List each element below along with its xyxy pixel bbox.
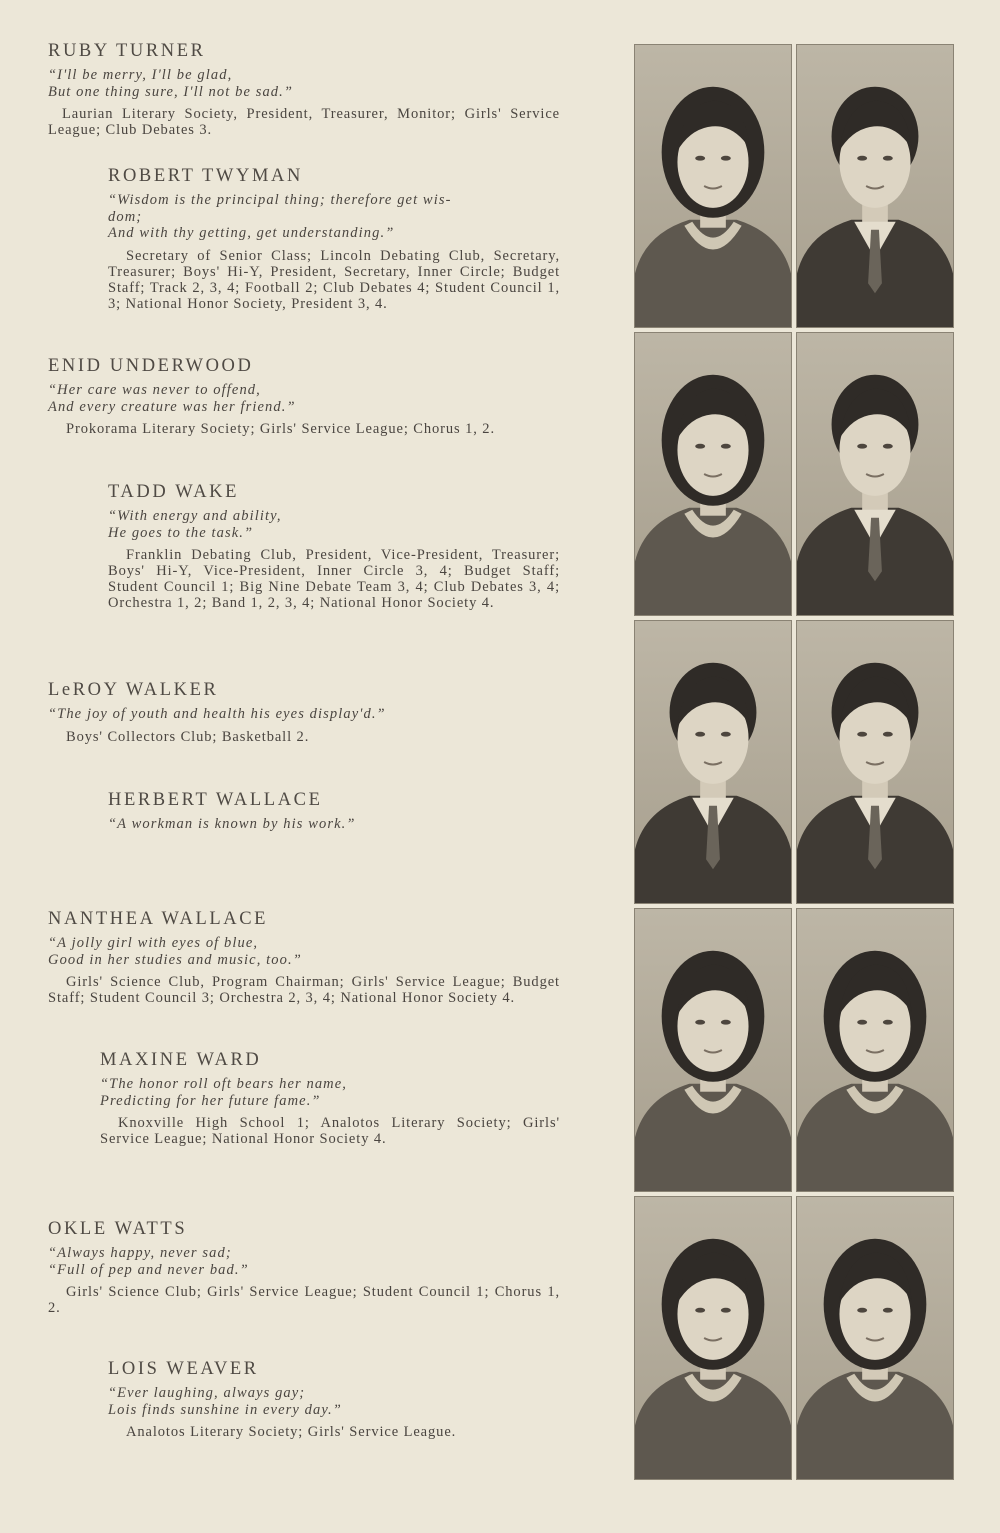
student-quote: “I'll be merry, I'll be glad, But one thing sure, I'll not be sad.”	[48, 67, 294, 100]
entry-herbert-wallace	[108, 789, 560, 833]
student-name: ENID UNDERWOOD	[48, 356, 254, 376]
entry-nanthea-wallace	[48, 908, 560, 1006]
portrait-maxine-ward	[796, 908, 954, 1192]
student-name: TADD WAKE	[108, 482, 240, 502]
student-quote: “The joy of youth and health his eyes display'd.”	[48, 706, 386, 722]
student-quote: “A workman is known by his work.”	[108, 816, 356, 832]
entry-enid-underwood	[48, 355, 560, 437]
student-activities: Knoxville High School 1; Analotos Literary Society; Girls' Service League; National Honor Society 4.	[100, 1115, 560, 1147]
portrait-leroy-walker	[634, 620, 792, 904]
student-name: HERBERT WALLACE	[108, 790, 323, 810]
student-activities: Girls' Science Club; Girls' Service League; Student Council 1; Chorus 1, 2.	[48, 1284, 560, 1316]
portrait-nanthea-wallace	[634, 908, 792, 1192]
student-name: LOIS WEAVER	[108, 1359, 259, 1379]
student-activities: Secretary of Senior Class; Lincoln Debating Club, Secretary, Treasurer; Boys' Hi-Y, President, Secretary, Inner Circle; Budget Staff; Track 2, 3, 4; Football 2; Club Debates 4; Student Council 1, 3; National Honor Society, President 3, 4.	[108, 247, 560, 312]
entry-leroy-walker	[48, 679, 560, 745]
student-quote: “Ever laughing, always gay; Lois finds sunshine in every day.”	[108, 1385, 342, 1418]
portrait-herbert-wallace	[796, 620, 954, 904]
entry-maxine-ward	[100, 1049, 560, 1147]
student-activities: Analotos Literary Society; Girls' Service League.	[126, 1424, 457, 1440]
student-quote: “Wisdom is the principal thing; therefore get wis- dom; And with thy getting, get understanding.”	[108, 192, 452, 241]
student-quote: “A jolly girl with eyes of blue, Good in her studies and music, too.”	[48, 935, 302, 968]
portrait-icon	[797, 45, 953, 327]
student-name: ROBERT TWYMAN	[108, 166, 303, 186]
student-activities: Franklin Debating Club, President, Vice-President, Treasurer; Boys' Hi-Y, Vice-President, Inner Circle 3, 4; Budget Staff; Student Council 1; Big Nine Debate Team 3, 4; Club Debates 3, 4; Orchestra 1, 2; Band 1, 2, 3, 4; National Honor Society 4.	[108, 547, 560, 611]
portrait-icon	[635, 621, 791, 903]
portrait-icon	[635, 1197, 791, 1479]
portrait-ruby-turner	[634, 44, 792, 328]
student-name: OKLE WATTS	[48, 1219, 188, 1239]
portrait-lois-weaver	[796, 1196, 954, 1480]
portrait-icon	[797, 333, 953, 615]
portrait-grid	[634, 44, 952, 1484]
student-name: LeROY WALKER	[48, 680, 219, 700]
student-name: RUBY TURNER	[48, 41, 206, 61]
student-quote: “Always happy, never sad; “Full of pep and never bad.”	[48, 1245, 249, 1278]
entry-ruby-turner	[48, 40, 560, 138]
student-quote: “With energy and ability, He goes to the task.”	[108, 508, 282, 541]
portrait-enid-underwood	[634, 332, 792, 616]
portrait-icon	[797, 1197, 953, 1479]
student-name: NANTHEA WALLACE	[48, 909, 269, 929]
student-activities: Prokorama Literary Society; Girls' Service League; Chorus 1, 2.	[66, 421, 495, 437]
portrait-robert-twyman	[796, 44, 954, 328]
portrait-okle-watts	[634, 1196, 792, 1480]
portrait-tadd-wake	[796, 332, 954, 616]
entry-lois-weaver	[108, 1358, 560, 1440]
portrait-icon	[635, 45, 791, 327]
entry-okle-watts	[48, 1218, 560, 1316]
student-quote: “Her care was never to offend, And every creature was her friend.”	[48, 382, 296, 415]
student-activities: Girls' Science Club, Program Chairman; Girls' Service League; Budget Staff; Student Council 3; Orchestra 2, 3, 4; National Honor Society 4.	[48, 974, 560, 1006]
student-name: MAXINE WARD	[100, 1050, 262, 1070]
student-quote: “The honor roll oft bears her name, Predicting for her future fame.”	[100, 1076, 348, 1109]
student-activities: Laurian Literary Society, President, Treasurer, Monitor; Girls' Service League; Club Debates 3.	[48, 106, 560, 138]
portrait-icon	[797, 909, 953, 1191]
entry-tadd-wake	[108, 481, 560, 611]
entry-robert-twyman	[108, 165, 560, 312]
portrait-icon	[635, 909, 791, 1191]
portrait-icon	[635, 333, 791, 615]
portrait-icon	[797, 621, 953, 903]
student-activities: Boys' Collectors Club; Basketball 2.	[66, 728, 310, 745]
